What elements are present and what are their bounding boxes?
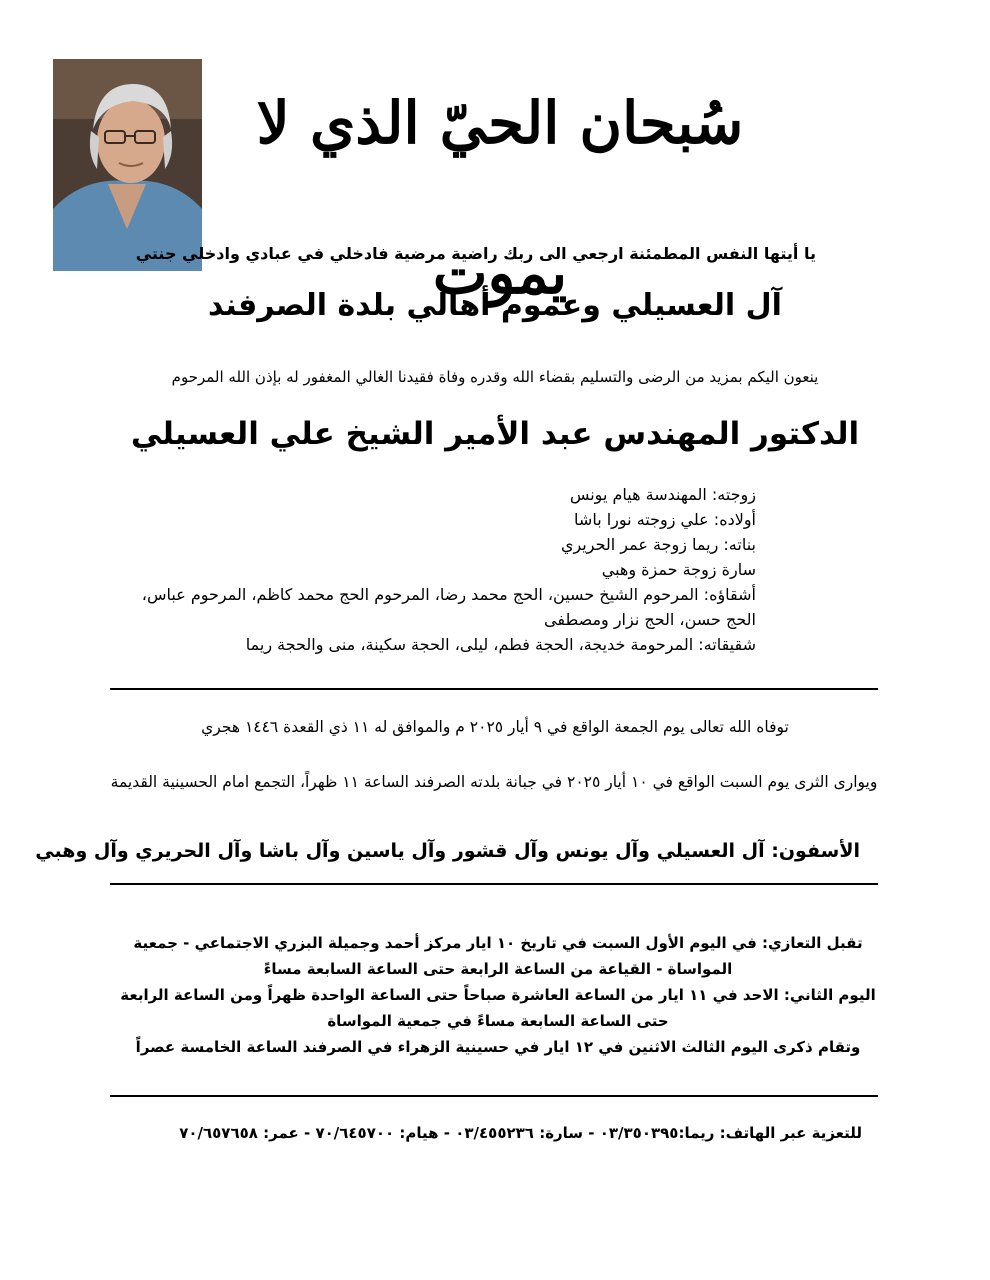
- relative-sisters: شقيقاته: المرحومة خديجة، الحجة فطم، ليلى، الحجة سكينة، منى والحجة ريما: [245, 635, 756, 654]
- death-date-text: توفاه الله تعالى يوم الجمعة الواقع في ٩ أيار ٢٠٢٥ م والموافق له ١١ ذي القعدة ١٤٤٦ هجري: [201, 718, 789, 736]
- condolences-block: [120, 930, 876, 1060]
- portrait-photo: [53, 59, 202, 271]
- burial-text: ويوارى الثرى يوم السبت الواقع في ١٠ أيار ٢٠٢٥ في جبانة بلدته الصرفند الساعة ١١ ظهراً، التجمع امام الحسينية القديمة: [110, 773, 878, 791]
- relative-spouse: زوجته: المهندسة هيام يونس: [569, 485, 756, 504]
- condolence-day-2: اليوم الثاني: الاحد في ١١ ايار من الساعة العاشرة صباحاً حتى الساعة الواحدة ظهراً ومن الساعة الرابعة حتى الساعة السابعة مساءً في جمعية المواساة: [120, 986, 876, 1030]
- phone-numbers: للتعزية عبر الهاتف: ريما:٠٣/٣٥٠٣٩٥ - سارة: ٠٣/٤٥٥٢٣٦ - هيام: ٧٠/٦٤٥٧٠٠ - عمر: ٧٠/٦٥٧٦٥٨: [179, 1124, 862, 1142]
- portrait-icon: [53, 59, 202, 271]
- family-title: آل العسيلي وعموم أهالي بلدة الصرفند: [208, 288, 782, 323]
- divider: [110, 688, 878, 690]
- divider: [110, 883, 878, 885]
- condolence-day-1: تقبل التعازي: في اليوم الأول السبت في تاريخ ١٠ ايار مركز أحمد وجميلة البزري الاجتماعي - جمعية المواساة - القياعة من الساعة الرابعة حتى الساعة السابعة مساءً: [133, 934, 863, 978]
- deceased-name: الدكتور المهندس عبد الأمير الشيخ علي العسيلي: [130, 416, 860, 452]
- condolence-day-3: وتقام ذكرى اليوم الثالث الاثنين في ١٢ ايار في حسينية الزهراء في الصرفند الساعة الخامسة عصراً: [135, 1038, 861, 1056]
- relative-daughter-2: سارة زوجة حمزة وهبي: [601, 560, 756, 579]
- relative-brothers: أشقاؤه: المرحوم الشيخ حسين، الحج محمد رضا، المرحوم الحج محمد كاظم، المرحوم عباس، الحج حسن، الحج نزار ومصطفى: [141, 585, 756, 629]
- relative-sons: أولاده: علي زوجته نورا باشا: [574, 510, 756, 529]
- mourners-line: الأسفون: آل العسيلي وآل يونس وآل قشور وآل ياسين وآل باشا وآل الحريري وآل وهبي: [35, 840, 860, 862]
- quran-verse: يا أيتها النفس المطمئنة ارجعي الى ربك راضية مرضية فادخلي في عبادي وادخلي جنتي: [135, 244, 816, 263]
- relatives-list: [116, 482, 756, 657]
- relative-daughter-1: بناته: ريما زوجة عمر الحريري: [560, 535, 756, 554]
- calligraphy-header: سُبحان الحيّ الذي لا يموت: [256, 89, 744, 307]
- announcement-text: ينعون اليكم بمزيد من الرضى والتسليم بقضاء الله وقدره وفاة فقيدنا الغالي المغفور له بإذن الله المرحوم: [171, 368, 819, 386]
- divider: [110, 1095, 878, 1097]
